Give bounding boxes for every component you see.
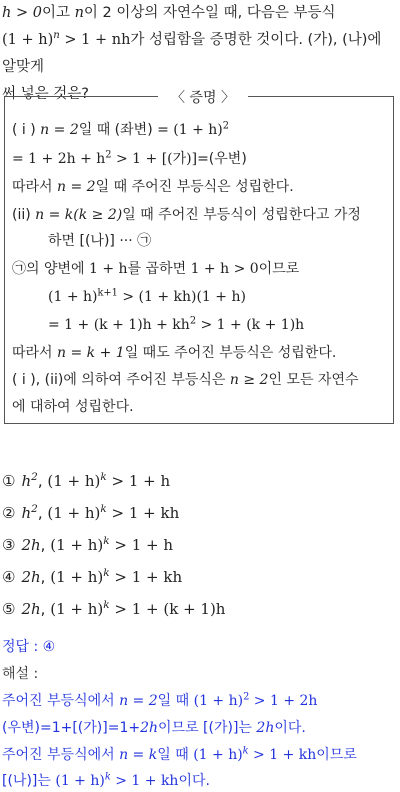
proof-line-2: = $1 + 2h + h^2 > 1$ + [(가)]=(우변)	[12, 149, 247, 167]
choice-c: > 1 + kh	[106, 504, 180, 522]
choice-b: (1 + h)	[50, 536, 104, 554]
choice-sep: ,	[40, 536, 51, 554]
proof-line-5: 하면 [(나)] ··· ㉠	[48, 233, 152, 249]
choice-sep: ,	[40, 600, 51, 618]
question-line-3: 써 넣은 것은?	[2, 86, 89, 102]
proof-line-1: ( i ) n = 2일 때 (좌변) = $(1 + h)^2$	[12, 120, 229, 138]
choice-b: (1 + h)	[50, 568, 104, 586]
choice-b: (1 + h)	[47, 504, 101, 522]
choice-num: ④	[2, 568, 16, 586]
choice-sep: ,	[37, 504, 48, 522]
choice-option-5[interactable]	[2, 598, 225, 620]
choice-a-exp: 2	[31, 471, 38, 483]
choice-b-exp: k	[103, 535, 110, 547]
choice-num: ⑤	[2, 600, 16, 618]
choice-sep: ,	[40, 568, 51, 586]
choice-c: > 1 + h	[106, 472, 171, 490]
choice-a: 2h	[21, 536, 41, 554]
choice-a: 2h	[21, 568, 41, 586]
choice-option-1[interactable]	[2, 470, 170, 492]
explanation-line-1: 주어진 부등식에서 n = 2일 때 $(1 + h)^2 > 1 + 2h$	[2, 691, 318, 709]
proof-line-3: 따라서 n = 2일 때 주어진 부등식은 성립한다.	[12, 179, 294, 195]
proof-line-8: = $1 + (k + 1)h + kh^2 > 1 + (k + 1)h$	[48, 315, 305, 333]
choice-b-exp: k	[100, 471, 107, 483]
proof-line-10: ( i ), (ii)에 의하여 주어진 부등식은 n ≥ 2인 모든 자연수	[12, 372, 359, 388]
choice-c: > 1 + h	[109, 536, 174, 554]
explanation-line-3: 주어진 부등식에서 n = k일 때 $(1 + h)^k > 1$ + kh이므로	[2, 745, 357, 763]
proof-line-9: 따라서 n = k + 1일 때도 주어진 부등식은 성립한다.	[12, 345, 337, 361]
choice-option-3[interactable]	[2, 534, 173, 556]
choice-b: (1 + h)	[47, 472, 101, 490]
choice-a: h	[21, 472, 32, 490]
answer-label: 정답 : ④	[2, 639, 56, 655]
proof-line-7: $(1 + h)^{k+1} > (1 + kh)(1 + h)$	[48, 287, 246, 305]
choice-c: > 1 + kh	[109, 568, 183, 586]
choice-num: ③	[2, 536, 16, 554]
choice-b-exp: k	[103, 567, 110, 579]
choice-c: > 1 + (k + 1)h	[109, 600, 226, 618]
choice-num: ①	[2, 472, 16, 490]
choice-num: ②	[2, 504, 16, 522]
proof-line-11: 에 대하여 성립한다.	[12, 399, 134, 415]
question-line-2: $(1 + h)^n > 1$ + nh가 성립함을 증명한 것이다. (가), (나)에 알맞게	[2, 30, 382, 75]
proof-line-6: ㉠의 양변에 1 + h를 곱하면 1 + h > 0이므로	[12, 261, 300, 277]
choice-option-4[interactable]	[2, 566, 182, 588]
proof-line-4: (ii) n = k(k ≥ 2)일 때 주어진 부등식이 성립한다고 가정	[12, 207, 361, 223]
choice-a: h	[21, 504, 32, 522]
question-line-1: h > 0이고 n이 2 이상의 자연수일 때, 다음은 부등식	[2, 5, 336, 21]
choice-a-exp: 2	[31, 503, 38, 515]
explanation-line-2: (우변)=1+[(가)]=1+2h이므로 [(가)]는 2h이다.	[2, 720, 306, 736]
choice-a: 2h	[21, 600, 41, 618]
choice-option-2[interactable]	[2, 502, 179, 524]
choice-b: (1 + h)	[50, 600, 104, 618]
choice-b-exp: k	[103, 599, 110, 611]
choice-b-exp: k	[100, 503, 107, 515]
choice-sep: ,	[37, 472, 48, 490]
explanation-label: 해설 :	[2, 666, 39, 682]
explanation-line-4: [(나)]는 $(1 + h)^k > 1$ + kh이다.	[2, 771, 210, 789]
proof-title: 〈 증명 〉	[158, 88, 248, 108]
